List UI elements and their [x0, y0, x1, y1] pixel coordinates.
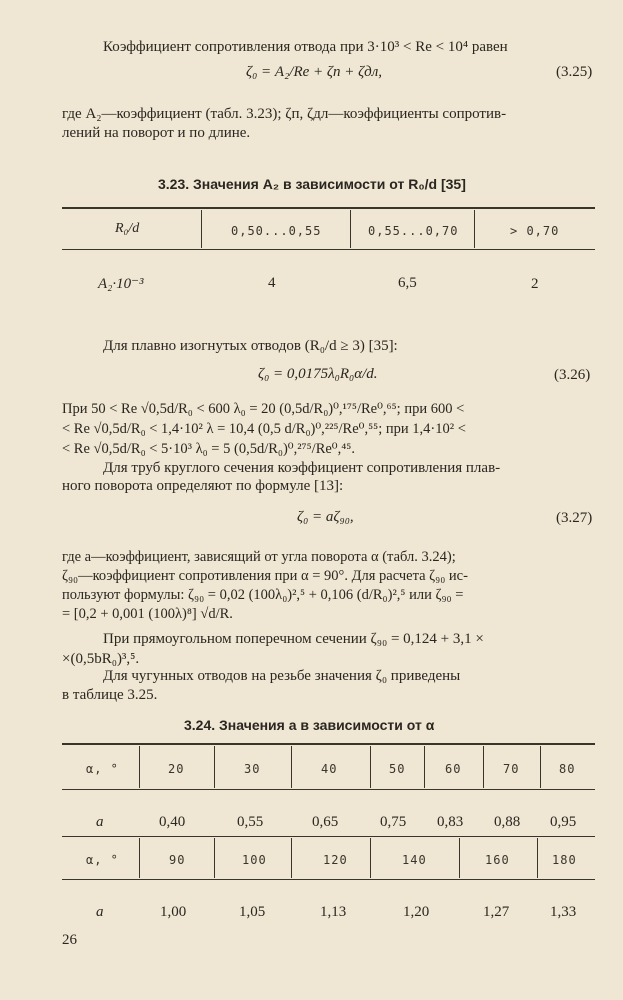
table-3-24-angle: 30 [244, 762, 261, 776]
table-3-24-divider [370, 838, 371, 878]
paragraph-where-line-1: где A₂—коэффициент (табл. 3.23); ζп, ζдл—коэффициенты сопротив- [62, 106, 507, 122]
table-3-24-angle: 90 [169, 853, 186, 867]
paragraph-round-pipes-line-2: ного поворота определяют по формуле [13]: [62, 478, 344, 494]
table-3-24-header-label: α, ° [86, 853, 119, 867]
table-3-24-divider [459, 838, 460, 878]
table-3-24-divider [537, 838, 538, 878]
table-3-24-cell: 0,75 [380, 814, 407, 830]
table-3-24-divider [370, 746, 371, 788]
paragraph-lambda-line-3: < Re √0,5d/R₀ < 5·10³ λ₀ = 5 (0,5d/R₀)⁰,²⁷⁵/Re⁰,⁴⁵. [62, 441, 355, 457]
table-3-24-divider [291, 838, 292, 878]
table-3-24-angle: 50 [389, 762, 406, 776]
table-3-23-header-rule [62, 249, 595, 250]
paragraph-coef-a-line-3: пользуют формулы: ζ₉₀ = 0,02 (100λ₀)²,⁵ + 0,106 (d/R₀)²,⁵ или ζ₉₀ = [62, 587, 464, 603]
table-3-23-cell: 4 [268, 275, 276, 291]
table-3-24-angle: 60 [445, 762, 462, 776]
equation-3-26: ζ₀ = 0,0175λ₀R₀α/d. [258, 366, 378, 382]
table-3-24-divider [139, 838, 140, 878]
paragraph-intro: Коэффициент сопротивления отвода при 3·10³ < Re < 10⁴ равен [103, 39, 508, 55]
table-3-23-divider [350, 210, 351, 248]
table-3-23-top-rule [62, 207, 595, 209]
table-3-24-divider [291, 746, 292, 788]
table-3-24-cell: 1,20 [403, 904, 430, 920]
table-3-24-row-label: a [96, 814, 104, 830]
table-3-24-cell: 1,27 [483, 904, 510, 920]
table-3-24-cell: 0,83 [437, 814, 464, 830]
paragraph-coef-a-line-4: = [0,2 + 0,001 (100λ)⁸] √d/R. [62, 606, 233, 622]
paragraph-smooth-bends: Для плавно изогнутых отводов (R₀/d ≥ 3) [35]: [103, 338, 398, 354]
table-3-24-divider [214, 838, 215, 878]
paragraph-cast-iron-line-1: Для чугунных отводов на резьбе значения ζ₀ приведены [103, 668, 461, 684]
table-3-24-cell: 0,65 [312, 814, 339, 830]
table-3-24-divider [214, 746, 215, 788]
table-3-24-angle: 100 [242, 853, 267, 867]
table-3-24-divider [540, 746, 541, 788]
page-number: 26 [62, 932, 77, 948]
table-3-23-divider [474, 210, 475, 248]
table-3-24-mid-rule [62, 836, 595, 837]
paragraph-coef-a-line-1: где a—коэффициент, зависящий от угла поворота α (табл. 3.24); [62, 549, 456, 565]
table-3-24-angle: 40 [321, 762, 338, 776]
table-3-24-divider [424, 746, 425, 788]
table-3-24-top-rule [62, 743, 595, 745]
table-3-24-row-label: a [96, 904, 104, 920]
table-3-23-header-cell: R₀/d [115, 221, 140, 236]
paragraph-rectangular-line-1: При прямоугольном поперечном сечении ζ₉₀ = 0,124 + 3,1 × [103, 631, 484, 647]
table-3-23-cell: 6,5 [398, 275, 417, 291]
table-3-24-cell: 1,00 [160, 904, 187, 920]
paragraph-cast-iron-line-2: в таблице 3.25. [62, 687, 158, 703]
table-3-24-header-label: α, ° [86, 762, 119, 776]
paragraph-lambda-line-2: < Re √0,5d/R₀ < 1,4·10² λ = 10,4 (0,5 d/R₀)⁰,²²⁵/Re⁰,⁵⁵; при 1,4·10² < [62, 421, 466, 437]
table-3-24-cell: 0,55 [237, 814, 264, 830]
table-3-24-cell: 1,13 [320, 904, 347, 920]
table-3-24-angle: 70 [503, 762, 520, 776]
table-3-23-cell: 2 [531, 276, 539, 292]
paragraph-round-pipes-line-1: Для труб круглого сечения коэффициент сопротивления плав- [103, 460, 501, 476]
table-3-24-angle: 120 [323, 853, 348, 867]
table-3-23-caption: 3.23. Значения A₂ в зависимости от R₀/d [35] [158, 176, 466, 192]
table-3-23-header-cell: 0,55...0,70 [368, 224, 459, 238]
equation-number-3-27: (3.27) [556, 510, 593, 526]
table-3-24-cell: 0,88 [494, 814, 521, 830]
paragraph-coef-a-line-2: ζ₉₀—коэффициент сопротивления при α = 90°. Для расчета ζ₉₀ ис- [62, 568, 468, 584]
table-3-24-angle: 180 [552, 853, 577, 867]
table-3-24-cell: 1,33 [550, 904, 577, 920]
table-3-24-angle: 160 [485, 853, 510, 867]
table-3-24-angle: 20 [168, 762, 185, 776]
equation-3-27: ζ₀ = aζ₉₀, [297, 509, 354, 525]
table-3-24-caption: 3.24. Значения a в зависимости от α [184, 717, 435, 733]
table-3-23-header-cell: > 0,70 [510, 224, 560, 238]
paragraph-rectangular-line-2: ×(0,5bR₀)³,⁵. [62, 651, 140, 667]
paragraph-where-line-2: лений на поворот и по длине. [62, 125, 251, 141]
table-3-24-cell: 1,05 [239, 904, 266, 920]
table-3-24-cell: 0,40 [159, 814, 186, 830]
table-3-23-divider [201, 210, 202, 248]
table-3-24-header-rule [62, 789, 595, 790]
equation-number-3-25: (3.25) [556, 64, 593, 80]
paragraph-lambda-line-1: При 50 < Re √0,5d/R₀ < 600 λ₀ = 20 (0,5d/R₀)⁰,¹⁷⁵/Re⁰,⁶⁵; при 600 < [62, 401, 465, 417]
table-3-24-divider [483, 746, 484, 788]
table-3-24-header-rule-2 [62, 879, 595, 880]
table-3-24-angle: 140 [402, 853, 427, 867]
equation-3-25: ζ₀ = A₂/Re + ζп + ζдл, [246, 64, 383, 80]
table-3-24-cell: 0,95 [550, 814, 577, 830]
equation-number-3-26: (3.26) [554, 367, 591, 383]
table-3-24-divider [139, 746, 140, 788]
table-3-24-angle: 80 [559, 762, 576, 776]
table-3-23-header-cell: 0,50...0,55 [231, 224, 322, 238]
table-3-23-row-label: A₂·10⁻³ [98, 276, 144, 292]
